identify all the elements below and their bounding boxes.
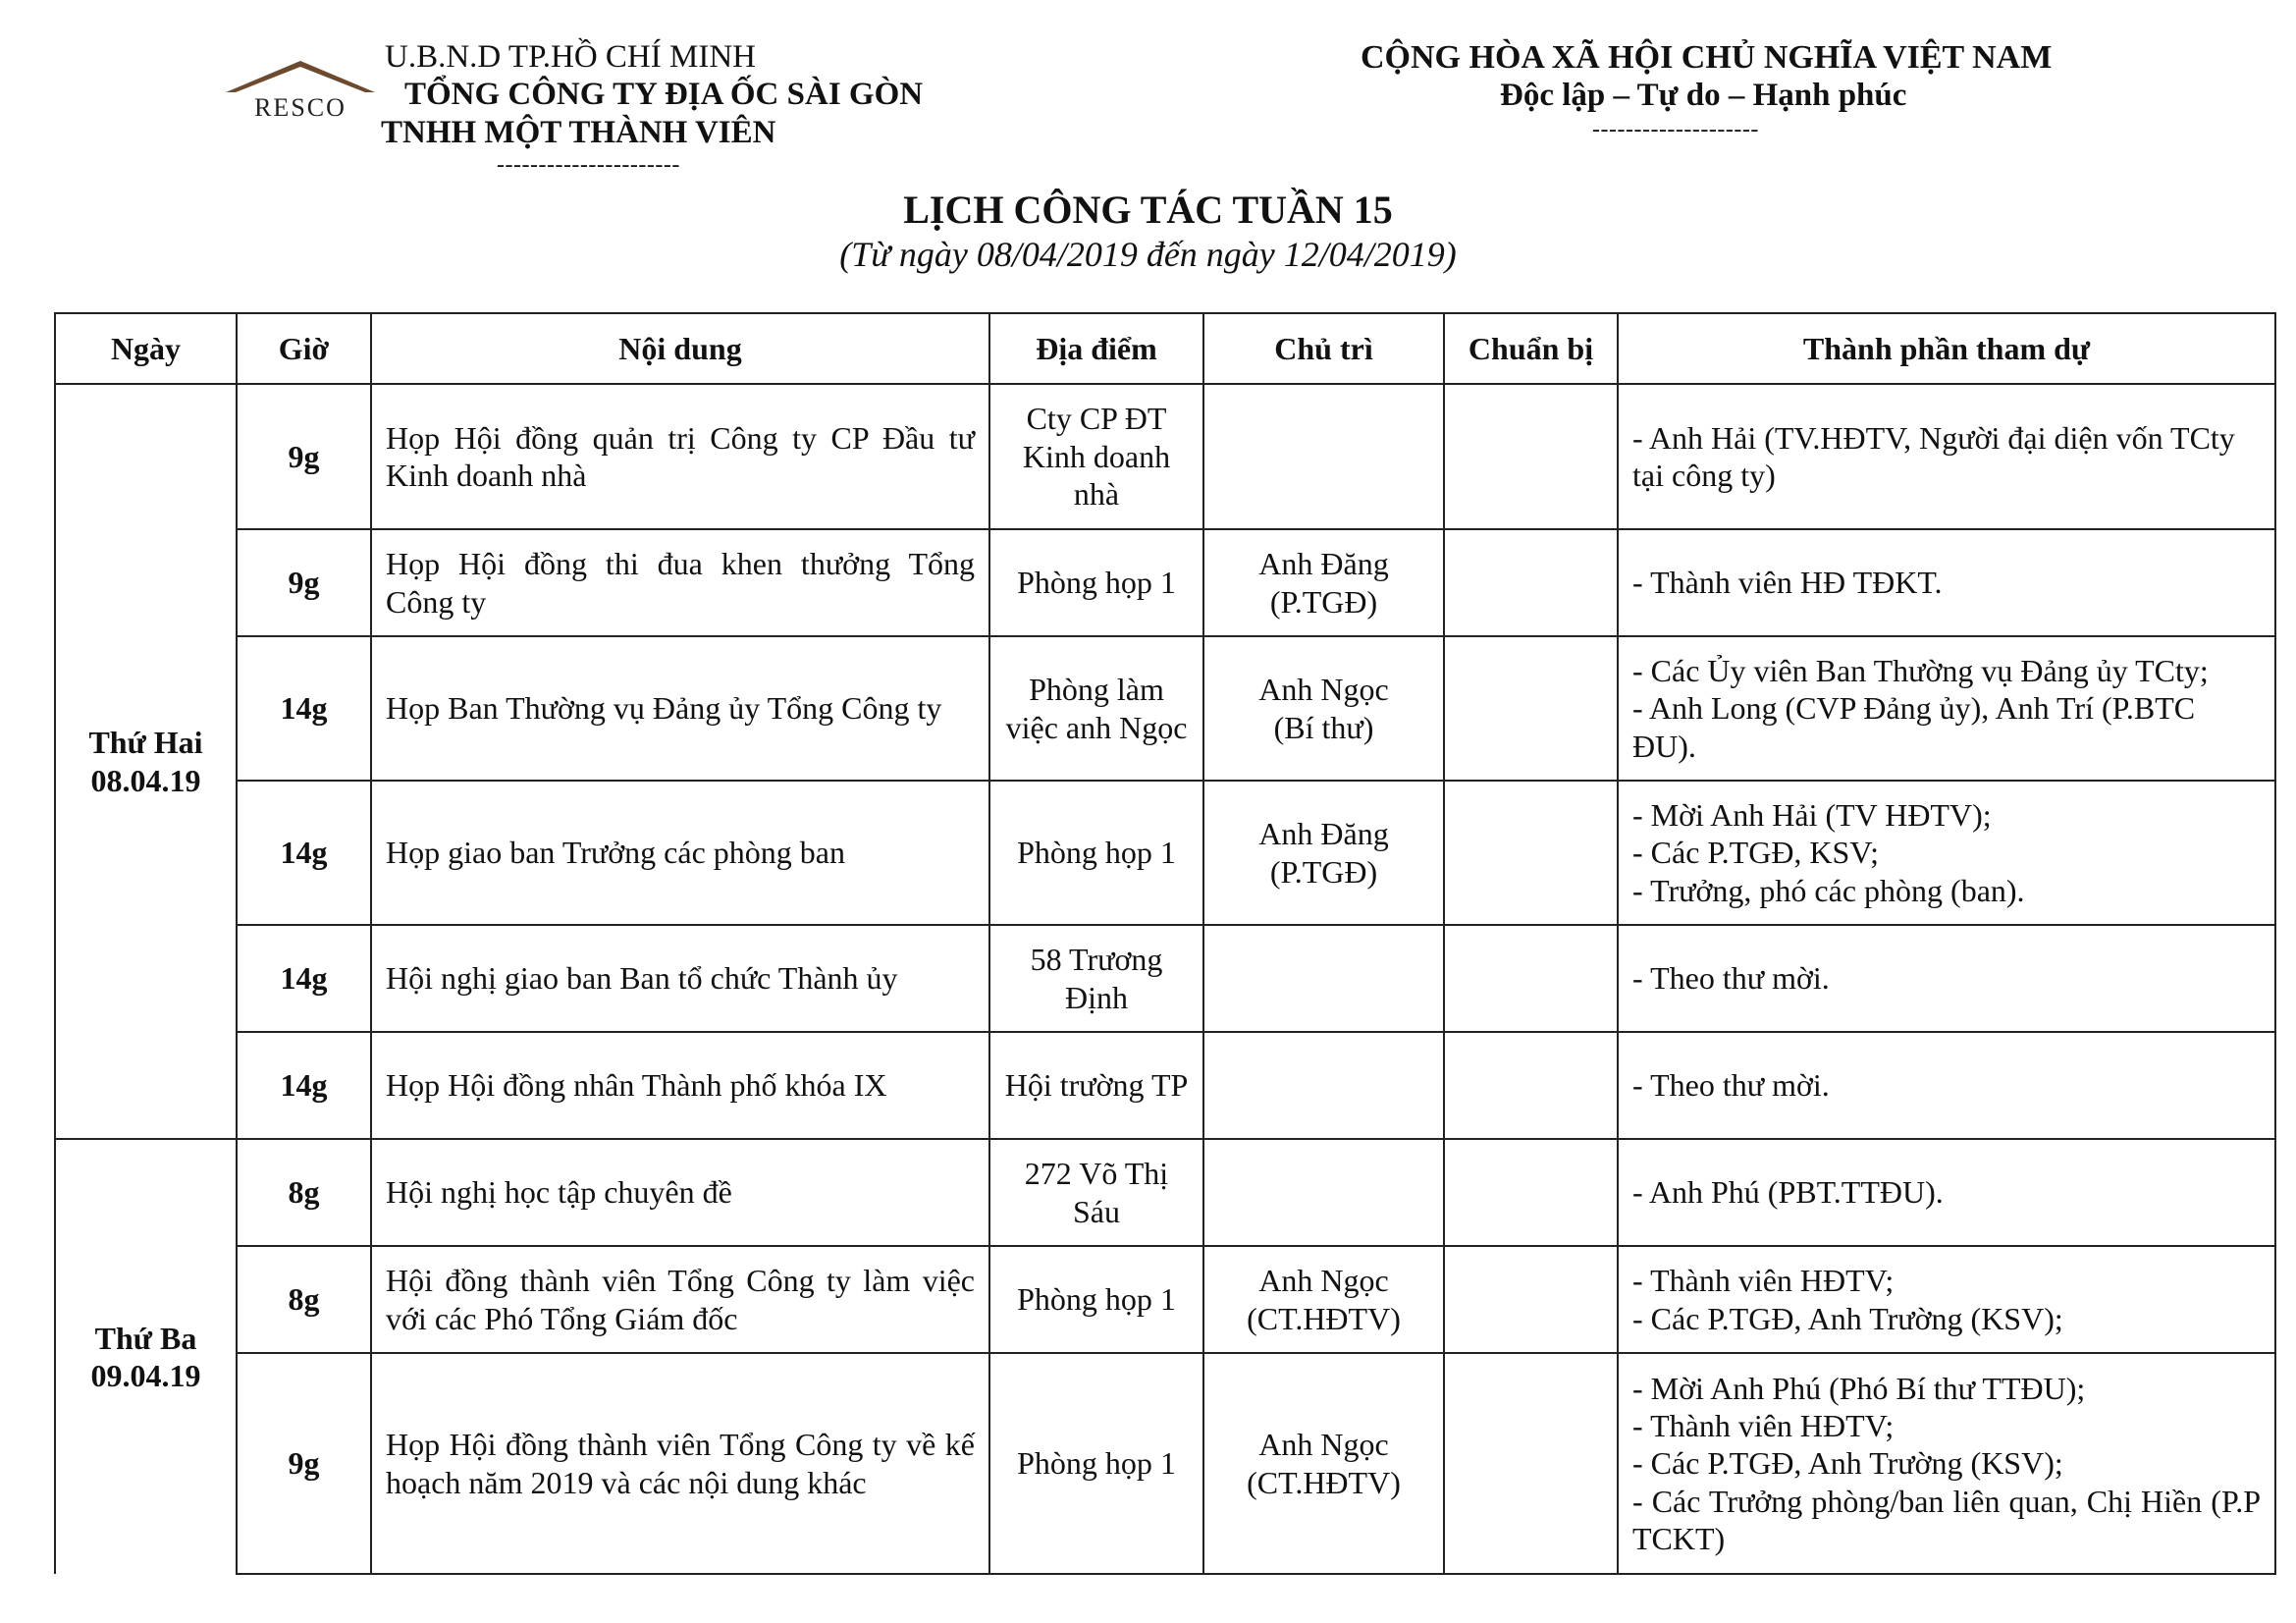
attendee-line: - Các P.TGĐ, Anh Trường (KSV); (1632, 1300, 2063, 1336)
header-attendees: Thành phần tham dự (1618, 313, 2275, 384)
place-cell: Cty CP ĐT Kinh doanh nhà (989, 384, 1203, 529)
chair-name: Anh Đăng (1258, 546, 1389, 582)
table-header-row (55, 313, 2275, 384)
place-cell: Phòng làm việc anh Ngọc (989, 636, 1203, 781)
table-row (55, 1246, 2275, 1353)
prepare-cell (1444, 925, 1618, 1032)
header-place: Địa điểm (989, 313, 1203, 384)
attendees-cell (1618, 781, 2275, 925)
chair-name: Anh Ngọc (1258, 672, 1389, 708)
resco-logo (218, 55, 383, 122)
place-cell: Phòng họp 1 (989, 529, 1203, 636)
attendee-line: - Anh Long (CVP Đảng ủy), Anh Trí (P.BTC ĐU). (1632, 690, 2196, 764)
chair-name: Anh Đăng (1258, 816, 1389, 852)
table-row (55, 925, 2275, 1032)
page-title: LỊCH CÔNG TÁC TUẦN 15 (903, 188, 1393, 232)
chair-cell (1203, 1139, 1444, 1246)
page-subtitle: (Từ ngày 08/04/2019 đến ngày 12/04/2019) (839, 235, 1457, 274)
content-cell: Hội nghị học tập chuyên đề (371, 1139, 989, 1246)
chair-role: (CT.HĐTV) (1247, 1300, 1401, 1336)
attendee-line: - Các P.TGĐ, KSV; (1632, 835, 1879, 871)
header-prepare: Chuẩn bị (1444, 313, 1618, 384)
prepare-cell (1444, 384, 1618, 529)
time-cell: 9g (237, 529, 371, 636)
attendee-line: - Mời Anh Hải (TV HĐTV); (1632, 796, 1992, 833)
logo-text: RESCO (254, 93, 347, 122)
day-cell (55, 384, 237, 1139)
table-row (55, 1353, 2275, 1574)
chair-cell (1203, 1246, 1444, 1353)
prepare-cell (1444, 781, 1618, 925)
content-cell: Họp Hội đồng quản trị Công ty CP Đầu tư Kinh doanh nhà (371, 384, 989, 529)
attendee-line: - Theo thư mời. (1632, 1067, 1830, 1104)
chair-cell (1203, 529, 1444, 636)
org-divider: ---------------------- (497, 152, 680, 178)
time-cell: 14g (237, 1032, 371, 1139)
header-chair: Chủ trì (1203, 313, 1444, 384)
attendees-cell (1618, 1139, 2275, 1246)
attendees-cell (1618, 1246, 2275, 1353)
attendee-line: - Thành viên HĐ TĐKT. (1632, 565, 1943, 601)
attendee-line: - Thành viên HĐTV; (1632, 1407, 1895, 1443)
attendees-cell (1618, 529, 2275, 636)
time-cell: 8g (237, 1246, 371, 1353)
chair-role: (CT.HĐTV) (1247, 1464, 1401, 1500)
national-title: CỘNG HÒA XÃ HỘI CHỦ NGHĨA VIỆT NAM (1361, 39, 2053, 76)
day-date: 09.04.19 (90, 1358, 201, 1393)
day-date: 08.04.19 (90, 762, 201, 798)
table-row (55, 529, 2275, 636)
content-cell: Họp Hội đồng thi đua khen thưởng Tổng Công ty (371, 529, 989, 636)
national-motto: Độc lập – Tự do – Hạnh phúc (1500, 78, 1907, 113)
schedule-table (54, 312, 2276, 1575)
prepare-cell (1444, 1032, 1618, 1139)
place-cell: 58 Trương Định (989, 925, 1203, 1032)
chair-cell (1203, 384, 1444, 529)
place-cell: Phòng họp 1 (989, 1353, 1203, 1574)
content-cell: Họp giao ban Trưởng các phòng ban (371, 781, 989, 925)
place-cell: Phòng họp 1 (989, 781, 1203, 925)
chair-cell (1203, 1353, 1444, 1574)
content-cell: Họp Hội đồng nhân Thành phố khóa IX (371, 1032, 989, 1139)
header-content: Nội dung (371, 313, 989, 384)
time-cell: 14g (237, 925, 371, 1032)
place-cell: Hội trường TP (989, 1032, 1203, 1139)
national-divider: -------------------- (1592, 117, 1759, 142)
attendee-line: - Theo thư mời. (1632, 960, 1830, 997)
content-cell: Hội đồng thành viên Tổng Công ty làm việc với các Phó Tổng Giám đốc (371, 1246, 989, 1353)
header-time: Giờ (237, 313, 371, 384)
org-name-line2: TNHH MỘT THÀNH VIÊN (381, 115, 776, 150)
table-row (55, 781, 2275, 925)
attendee-line: - Các P.TGĐ, Anh Trường (KSV); (1632, 1445, 2063, 1482)
time-cell: 14g (237, 781, 371, 925)
org-parent: U.B.N.D TP.HỒ CHÍ MINH (385, 39, 757, 75)
prepare-cell (1444, 1139, 1618, 1246)
time-cell: 8g (237, 1139, 371, 1246)
chair-cell (1203, 636, 1444, 781)
attendee-line: - Các Trưởng phòng/ban liên quan, Chị Hiền (P.P TCKT) (1632, 1483, 2261, 1557)
prepare-cell (1444, 1353, 1618, 1574)
attendees-cell (1618, 384, 2275, 529)
place-cell: Phòng họp 1 (989, 1246, 1203, 1353)
table-row (55, 1139, 2275, 1246)
attendee-line: - Anh Hải (TV.HĐTV, Người đại diện vốn TCty tại công ty) (1632, 419, 2235, 493)
place-cell: 272 Võ Thị Sáu (989, 1139, 1203, 1246)
content-cell: Họp Ban Thường vụ Đảng ủy Tổng Công ty (371, 636, 989, 781)
prepare-cell (1444, 529, 1618, 636)
content-cell: Họp Hội đồng thành viên Tổng Công ty về kế hoạch năm 2019 và các nội dung khác (371, 1353, 989, 1574)
chair-cell (1203, 925, 1444, 1032)
attendee-line: - Mời Anh Phú (Phó Bí thư TTĐU); (1632, 1370, 2086, 1406)
time-cell: 14g (237, 636, 371, 781)
attendees-cell (1618, 636, 2275, 781)
org-name: TỔNG CÔNG TY ĐỊA ỐC SÀI GÒN (404, 77, 924, 112)
chair-cell (1203, 1032, 1444, 1139)
chair-role: (P.TGĐ) (1269, 853, 1378, 890)
day-name: Thứ Ba (94, 1320, 197, 1356)
table-row (55, 1032, 2275, 1139)
chair-role: (P.TGĐ) (1269, 583, 1378, 620)
header-day: Ngày (55, 313, 237, 384)
chair-cell (1203, 781, 1444, 925)
time-cell: 9g (237, 384, 371, 529)
attendees-cell (1618, 1353, 2275, 1574)
attendee-line: - Anh Phú (PBT.TTĐU). (1632, 1174, 1944, 1211)
attendee-line: - Các Ủy viên Ban Thường vụ Đảng ủy TCty; (1632, 652, 2209, 688)
attendees-cell (1618, 925, 2275, 1032)
day-name: Thứ Hai (88, 725, 203, 761)
prepare-cell (1444, 1246, 1618, 1353)
content-cell: Hội nghị giao ban Ban tổ chức Thành ủy (371, 925, 989, 1032)
chair-name: Anh Ngọc (1258, 1263, 1389, 1299)
attendee-line: - Thành viên HĐTV; (1632, 1263, 1895, 1299)
prepare-cell (1444, 636, 1618, 781)
table-row (55, 636, 2275, 781)
attendee-line: - Trưởng, phó các phòng (ban). (1632, 872, 2025, 908)
table-row (55, 384, 2275, 529)
chair-name: Anh Ngọc (1258, 1427, 1389, 1463)
chair-role: (Bí thư) (1273, 709, 1374, 745)
attendees-cell (1618, 1032, 2275, 1139)
time-cell: 9g (237, 1353, 371, 1574)
day-cell (55, 1139, 237, 1574)
